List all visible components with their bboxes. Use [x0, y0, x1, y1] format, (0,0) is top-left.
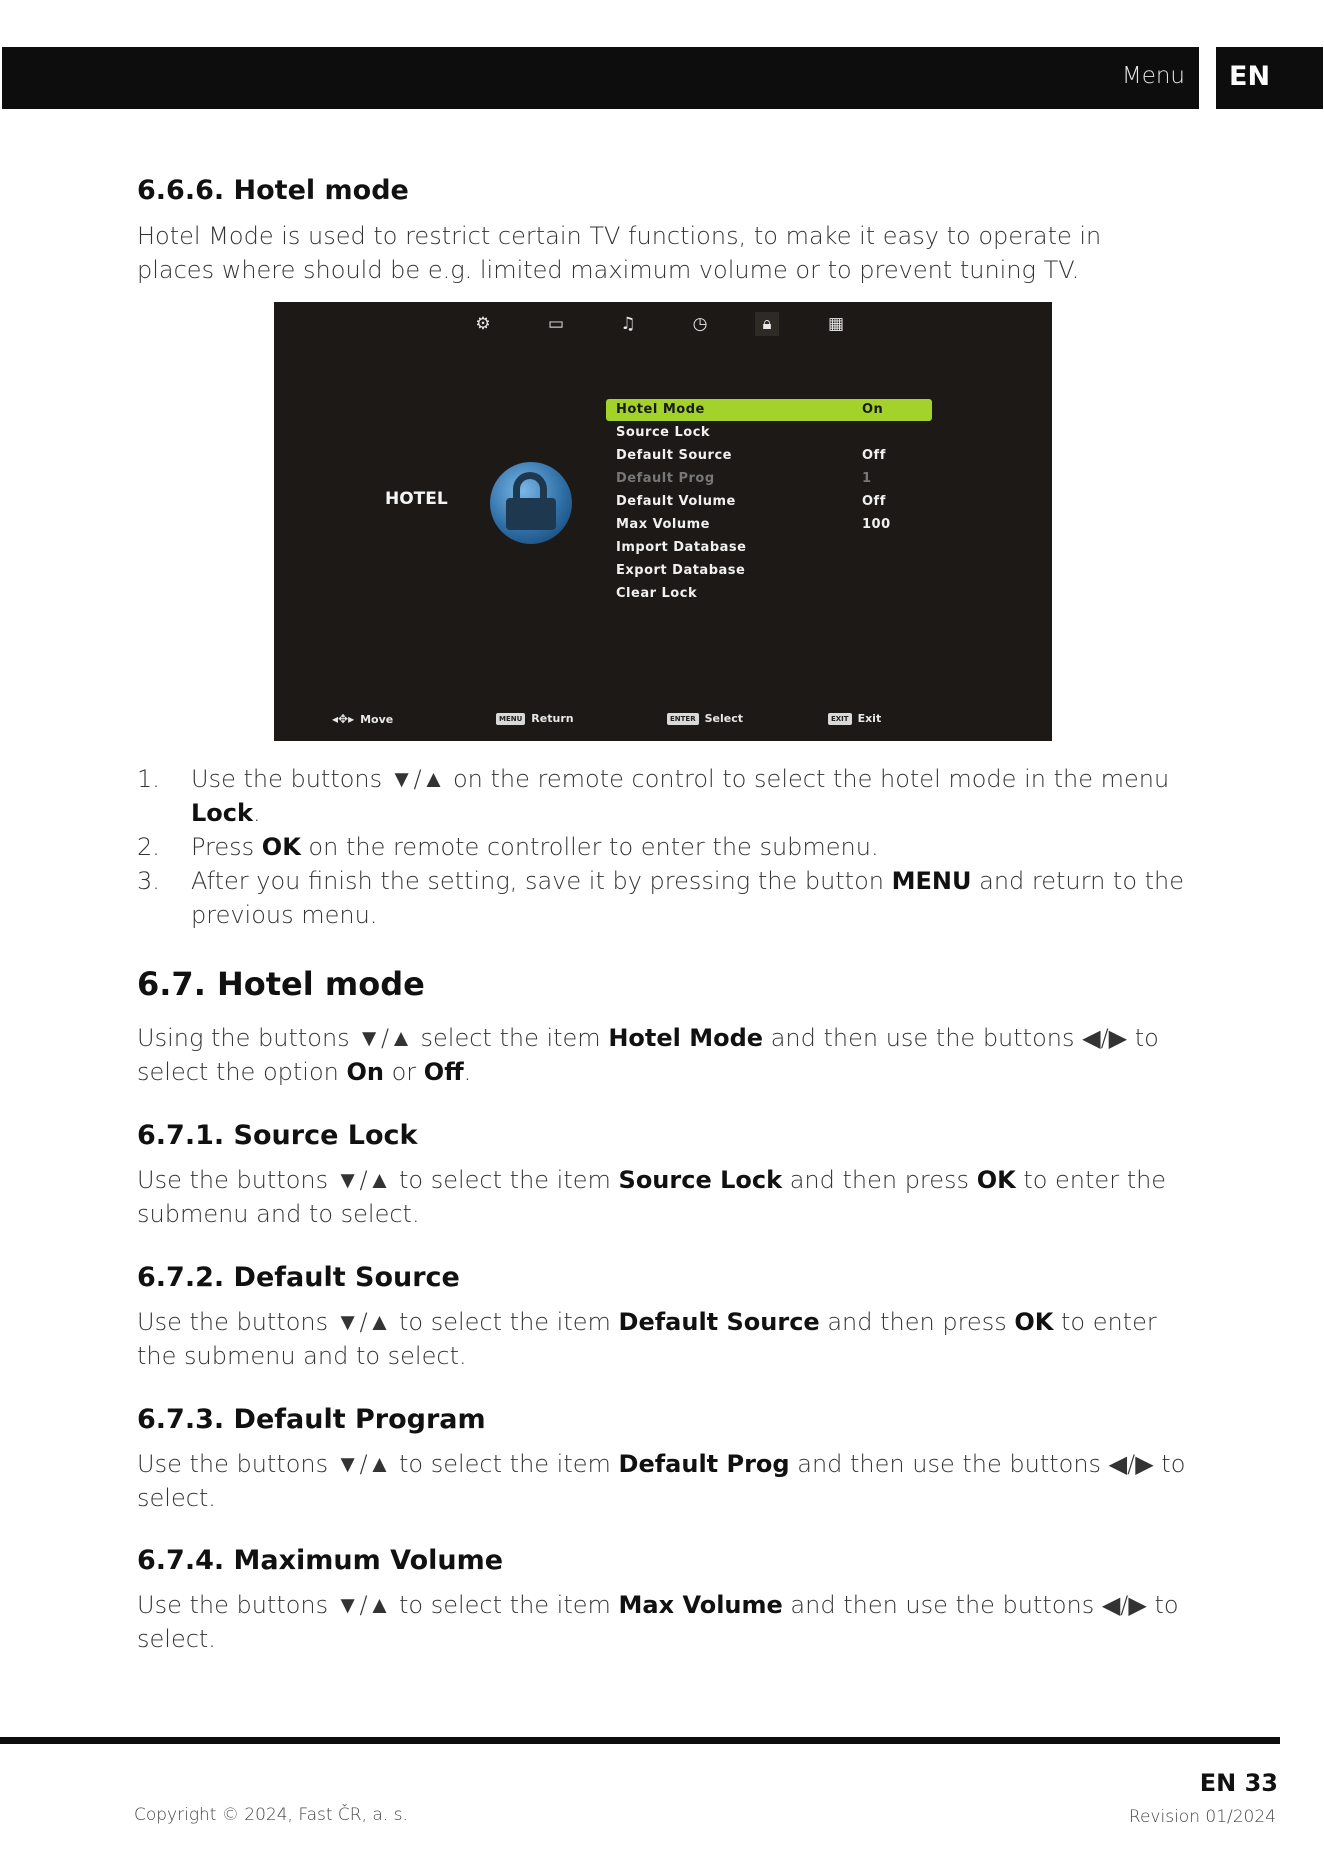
body-text: and then press [819, 1308, 1015, 1336]
body-text: Using the buttons ▼/▲ select the item [137, 1024, 609, 1052]
section-body-673 [137, 1447, 1197, 1515]
body-emphasis: Default Prog [618, 1450, 790, 1478]
tv-menu-item-value: On [862, 402, 884, 417]
step-text: and return to the previous menu. [191, 867, 1185, 929]
tv-menu-item-label: Max Volume [616, 517, 710, 532]
footer-rule [0, 1737, 1280, 1744]
section-body-666: Hotel Mode is used to restrict certain TV functions, to make it easy to operate in places where should be e.g. limited maximum volume or to prevent tuning TV. [137, 222, 1102, 284]
section-body-672 [137, 1305, 1197, 1373]
tv-footer-move [332, 712, 393, 726]
tv-menu-item-label: Default Source [616, 448, 732, 463]
header-section-label: Menu [1121, 63, 1185, 89]
menu-key-icon: MENU [496, 713, 525, 725]
step-emphasis: Lock [191, 799, 253, 827]
tv-footer-select-label: Select [704, 712, 743, 725]
padlock-icon [490, 462, 572, 544]
body-text: Use the buttons ▼/▲ to select the item [137, 1591, 619, 1619]
body-text: or [383, 1058, 424, 1086]
body-text: Use the buttons ▼/▲ to select the item [137, 1450, 619, 1478]
step-number: 2. [137, 833, 160, 861]
tv-menu-screenshot [274, 302, 1052, 741]
section-title-671: 6.7.1. Source Lock [137, 1120, 418, 1151]
copyright-text: Copyright © 2024, Fast ČR, a. s. [134, 1805, 408, 1825]
step-emphasis: MENU [891, 867, 972, 895]
page-number: EN 33 [1199, 1769, 1278, 1797]
body-text: Use the buttons ▼/▲ to select the item [137, 1166, 619, 1194]
body-emphasis: OK [976, 1166, 1016, 1194]
body-text: to enter the submenu and to select. [137, 1308, 1157, 1370]
section-title-67: 6.7. Hotel mode [137, 965, 425, 1003]
body-text: and then use the buttons ◀/▶ to select the option [137, 1024, 1159, 1086]
tv-menu-item-max-volume [606, 514, 932, 536]
step-text: Press [191, 833, 262, 861]
tv-menu-item-value: Off [862, 494, 886, 509]
tv-footer-exit [828, 712, 881, 725]
step-text: Use the buttons ▼/▲ on the remote control to select the hotel mode in the menu [191, 765, 1170, 793]
grid-icon: ▦ [827, 314, 845, 334]
tv-menu-item-value: 1 [862, 471, 872, 486]
step-text: on the remote controller to enter the submenu. [300, 833, 879, 861]
tv-menu-item-export-database [606, 560, 932, 582]
section-title-666: 6.6.6. Hotel mode [137, 175, 409, 206]
body-emphasis: On [346, 1058, 384, 1086]
tv-footer-return-label: Return [531, 712, 574, 725]
section-body-674 [137, 1588, 1197, 1656]
tv-menu-item-label: Clear Lock [616, 586, 698, 601]
body-emphasis: Hotel Mode [608, 1024, 764, 1052]
tv-menu-item-label: Default Prog [616, 471, 715, 486]
language-badge [1216, 47, 1323, 109]
tv-menu-item-label: Source Lock [616, 425, 711, 440]
tv-menu-item-import-database [606, 537, 932, 559]
music-icon: ♫ [620, 314, 636, 334]
tv-menu-item-default-volume [606, 491, 932, 513]
section-body-67 [137, 1021, 1197, 1089]
body-emphasis: Default Source [618, 1308, 820, 1336]
tv-footer-move-label: Move [360, 713, 394, 726]
step-text: . [252, 799, 261, 827]
header-bar [2, 47, 1199, 109]
enter-key-icon: ENTER [667, 713, 699, 725]
body-emphasis: OK [1014, 1308, 1054, 1336]
section-body-671 [137, 1163, 1197, 1231]
step-number: 1. [137, 765, 160, 793]
tv-menu-item-value: Off [862, 448, 886, 463]
tv-menu-item-clear-lock [606, 583, 932, 605]
section-title-673: 6.7.3. Default Program [137, 1404, 486, 1435]
step-item [137, 864, 1197, 932]
tv-menu-item-label: Hotel Mode [616, 402, 705, 417]
body-emphasis: Off [423, 1058, 464, 1086]
body-text: . [463, 1058, 472, 1086]
tv-hotel-label: HOTEL [385, 489, 448, 509]
step-emphasis: OK [261, 833, 301, 861]
tv-menu-item-value: 100 [862, 517, 891, 532]
dpad-icon: ◂✥▸ [332, 712, 355, 726]
tv-footer-return [496, 712, 574, 725]
step-item [137, 762, 1197, 830]
step-text: After you finish the setting, save it by pressing the button [191, 867, 892, 895]
language-label: EN [1229, 61, 1271, 92]
tv-menu-item-hotel-mode [606, 399, 932, 421]
revision-text: Revision 01/2024 [1128, 1807, 1276, 1827]
gear-icon: ⚙ [475, 314, 491, 334]
tv-menu-item-source-lock [606, 422, 932, 444]
body-text: to enter the submenu and to select. [137, 1166, 1167, 1228]
step-number: 3. [137, 867, 160, 895]
body-text: Use the buttons ▼/▲ to select the item [137, 1308, 619, 1336]
body-text: and then use the buttons ◀/▶ to select. [137, 1591, 1179, 1653]
section-title-672: 6.7.2. Default Source [137, 1262, 460, 1293]
steps-list [137, 762, 1197, 932]
tv-menu-item-default-prog [606, 468, 932, 490]
monitor-icon: ▭ [547, 314, 565, 334]
body-text: and then press [782, 1166, 977, 1194]
tv-menu-item-default-source [606, 445, 932, 467]
body-text: and then use the buttons ◀/▶ to select. [137, 1450, 1186, 1512]
tv-menu-item-label: Import Database [616, 540, 747, 555]
tv-menu-item-label: Default Volume [616, 494, 736, 509]
tv-footer-exit-label: Exit [857, 712, 882, 725]
section-title-674: 6.7.4. Maximum Volume [137, 1545, 504, 1576]
tv-menu-item-label: Export Database [616, 563, 746, 578]
step-item [137, 830, 1197, 864]
body-emphasis: Max Volume [618, 1591, 783, 1619]
tv-footer-select [667, 712, 743, 725]
clock-icon: ◷ [692, 314, 708, 334]
body-emphasis: Source Lock [618, 1166, 783, 1194]
lock-icon: 🔒︎ [755, 312, 779, 336]
exit-key-icon: EXIT [828, 713, 852, 725]
